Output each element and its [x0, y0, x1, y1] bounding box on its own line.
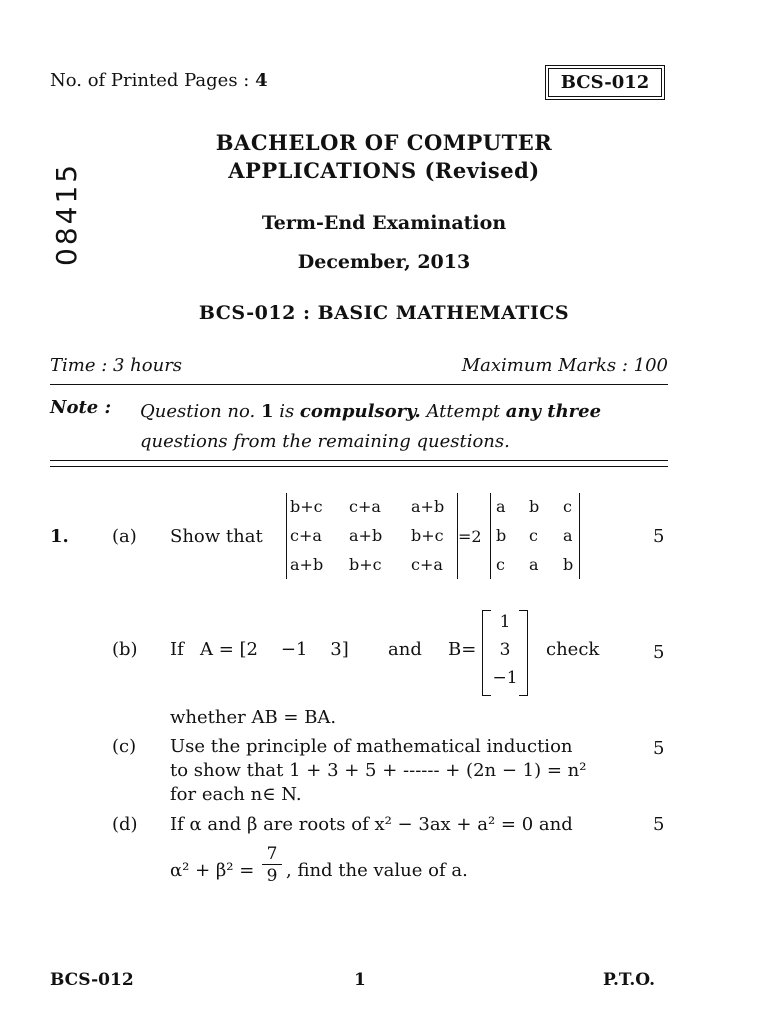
footer-pto: P.T.O.: [603, 970, 655, 990]
marks-a: 5: [653, 526, 665, 547]
printed-pages: [50, 70, 268, 91]
part-d-label: (d): [112, 814, 138, 835]
note-part4: questions from the remaining questions.: [140, 431, 510, 452]
fraction-denominator: 9: [266, 866, 278, 886]
footer-code: BCS-012: [50, 970, 134, 990]
double-rule-top: [50, 460, 668, 461]
det-left-cell: a+b: [411, 497, 445, 516]
exam-session: December, 2013: [297, 251, 471, 273]
det-left-cell: c+a: [411, 555, 443, 574]
det-right-cell: b: [563, 555, 574, 574]
matrix-b: [482, 610, 528, 694]
part-b-line2: whether AB = BA.: [170, 707, 337, 728]
part-d-line1: If α and β are roots of x² − 3ax + a² = 0 and: [170, 814, 573, 835]
note-text: [140, 397, 668, 457]
fraction: [262, 844, 282, 887]
note-part3: Attempt: [420, 401, 506, 422]
printed-pages-value: 4: [255, 70, 268, 91]
part-a-label: (a): [112, 526, 137, 547]
det-right-cell: c: [529, 526, 538, 545]
exam-title: Term-End Examination: [261, 212, 507, 234]
question-number: 1.: [50, 526, 69, 547]
marks-b: 5: [653, 642, 665, 663]
part-c-line3: for each n∈ N.: [170, 784, 302, 805]
part-d-line2-pre: α² + β² =: [170, 860, 255, 881]
det-left-cell: b+c: [290, 497, 323, 516]
note-qnum: 1: [260, 401, 274, 422]
footer-page-number: 1: [354, 970, 366, 990]
note-part1: Question no.: [140, 401, 261, 422]
part-b-and: and: [388, 639, 422, 660]
note-compulsory: compulsory.: [299, 401, 421, 422]
det-right-cell: a: [496, 497, 506, 516]
serial-number-text: 08415: [50, 161, 83, 266]
double-rule-bottom: [50, 466, 668, 467]
determinant-right: [490, 493, 580, 579]
programme-title-line2: APPLICATIONS (Revised): [228, 158, 540, 183]
det-left-cell: c+a: [290, 526, 322, 545]
divider: [50, 384, 668, 385]
note-any-three: any three: [505, 401, 602, 422]
det-right-cell: c: [563, 497, 572, 516]
part-b-check: check: [546, 639, 600, 660]
det-left-cell: b+c: [411, 526, 444, 545]
det-right-cell: a: [563, 526, 573, 545]
part-a-text: Show that: [170, 526, 263, 547]
part-b-label: (b): [112, 639, 138, 660]
matrix-b-entry: 1: [499, 612, 511, 632]
det-left-cell: a+b: [349, 526, 383, 545]
matrix-a: A = [2 −1 3]: [200, 639, 349, 660]
part-b-if: If: [170, 639, 184, 660]
part-c-label: (c): [112, 736, 137, 757]
note-part2: is: [273, 401, 300, 422]
det-right-cell: c: [496, 555, 505, 574]
maximum-marks: Maximum Marks : 100: [461, 355, 668, 376]
marks-c: 5: [653, 738, 665, 759]
equals-two: =2: [458, 527, 482, 546]
determinant-left: [286, 493, 458, 579]
det-right-cell: b: [529, 497, 540, 516]
det-right-cell: a: [529, 555, 539, 574]
marks-d: 5: [653, 814, 665, 835]
det-left-cell: b+c: [349, 555, 382, 574]
note-label: Note :: [50, 397, 112, 418]
part-b-beq: B=: [448, 639, 477, 660]
det-right-cell: b: [496, 526, 507, 545]
time-allowed: Time : 3 hours: [50, 355, 183, 376]
matrix-b-entry: 3: [499, 640, 511, 660]
course-title: BCS-012 : BASIC MATHEMATICS: [198, 302, 570, 324]
part-d-line2-post: , find the value of a.: [286, 860, 468, 881]
programme-title-line1: BACHELOR OF COMPUTER: [215, 130, 553, 155]
fraction-numerator: 7: [262, 844, 282, 865]
matrix-b-entry: −1: [492, 668, 518, 688]
part-c-line2: to show that 1 + 3 + 5 + ------ + (2n − 1) = n²: [170, 760, 587, 781]
printed-pages-label: No. of Printed Pages :: [50, 70, 250, 91]
det-left-cell: a+b: [290, 555, 324, 574]
course-code-box: BCS-012: [548, 68, 662, 97]
det-left-cell: c+a: [349, 497, 381, 516]
part-c-line1: Use the principle of mathematical induction: [170, 736, 573, 757]
